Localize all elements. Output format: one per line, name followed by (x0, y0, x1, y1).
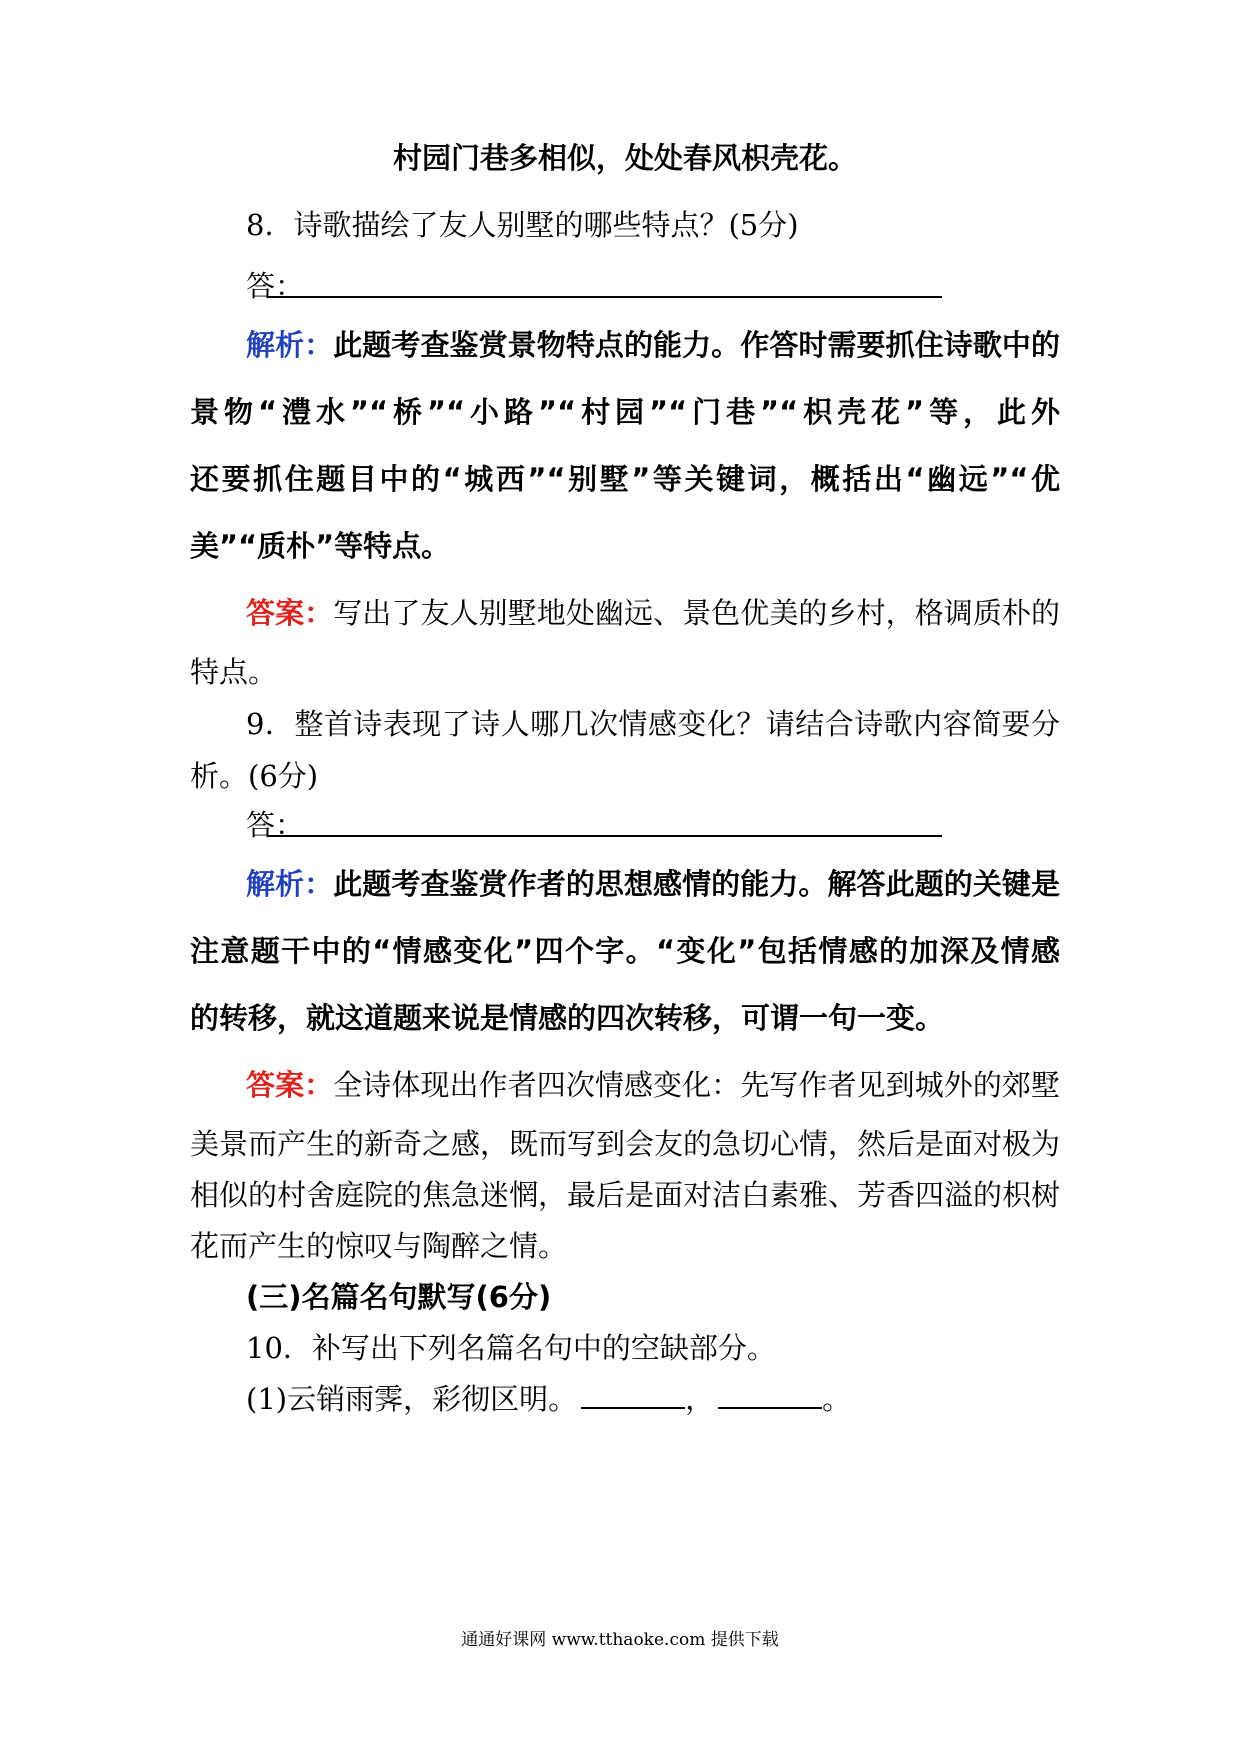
item-1-blank-2[interactable] (718, 1379, 822, 1409)
analysis-label: 解析： (246, 867, 334, 901)
q8-answer-prompt (246, 266, 1060, 306)
answer-text: 全诗体现出作者四次情感变化：先写作者见到城外的郊墅 (333, 1068, 1060, 1102)
q9-answer-line-3: 相似的村舍庭院的焦急迷惘，最后是面对洁白素雅、芳香四溢的枳树 (190, 1178, 1060, 1212)
q9-analysis-line-3: 的转移，就这道题来说是情感的四次转移，可谓一句一变。 (190, 1001, 945, 1035)
section-3-heading: (三)名篇名句默写(6分) (246, 1280, 552, 1314)
question-9-line-2: 析。(6分) (190, 759, 319, 793)
item-1-blank-1[interactable] (581, 1379, 685, 1409)
question-10: 10．补写出下列名篇名句中的空缺部分。 (246, 1331, 776, 1365)
q8-answer-line-2: 特点。 (190, 655, 278, 689)
q8-analysis-line-1 (246, 325, 1060, 365)
item-1-end: 。 (822, 1382, 852, 1416)
q8-analysis-line-4: 美”“质朴”等特点。 (190, 529, 451, 563)
q8-answer-line-1 (246, 593, 1060, 633)
q9-analysis-line-2: 注意题干中的“情感变化”四个字。“变化”包括情感的加深及情感 (190, 934, 1060, 968)
answer-text: 写出了友人别墅地处幽远、景色优美的乡村，格调质朴的 (333, 596, 1060, 630)
poem-line: 村园门巷多相似，处处春风枳壳花。 (392, 141, 857, 175)
q9-analysis-line-1 (246, 864, 1060, 904)
q8-answer-line[interactable] (268, 296, 942, 298)
answer-label: 答案： (246, 1068, 334, 1102)
question-9-line-1: 9．整首诗表现了诗人哪几次情感变化？请结合诗歌内容简要分 (246, 707, 1060, 741)
answer-prompt-label: 答： (246, 269, 305, 303)
answer-label: 答案： (246, 596, 334, 630)
q9-answer-line-2: 美景而产生的新奇之感，既而写到会友的急切心情，然后是面对极为 (190, 1127, 1060, 1161)
answer-prompt-label: 答： (246, 808, 305, 842)
item-1-text: (1)云销雨霁，彩彻区明。 (246, 1382, 578, 1416)
q10-item-1 (246, 1379, 1060, 1419)
analysis-label: 解析： (246, 328, 334, 362)
analysis-text: 此题考查鉴赏作者的思想感情的能力。解答此题的关键是 (333, 867, 1060, 901)
q8-analysis-line-2: 景物“澧水”“桥”“小路”“村园”“门巷”“枳壳花”等，此外 (190, 395, 1060, 429)
analysis-text: 此题考查鉴赏景物特点的能力。作答时需要抓住诗歌中的 (333, 328, 1060, 362)
q8-analysis-line-3: 还要抓住题目中的“城西”“别墅”等关键词，概括出“幽远”“优 (190, 462, 1060, 496)
question-8: 8．诗歌描绘了友人别墅的哪些特点？(5分) (246, 208, 799, 242)
q9-answer-line[interactable] (268, 835, 942, 837)
page-footer: 通通好课网 www.tthaoke.com 提供下载 (461, 1630, 779, 1650)
q9-answer-prompt (246, 805, 1060, 845)
q9-answer-line-4: 花而产生的惊叹与陶醉之情。 (190, 1229, 568, 1263)
q9-answer-line-1 (246, 1065, 1060, 1105)
item-1-comma: ， (685, 1382, 715, 1416)
